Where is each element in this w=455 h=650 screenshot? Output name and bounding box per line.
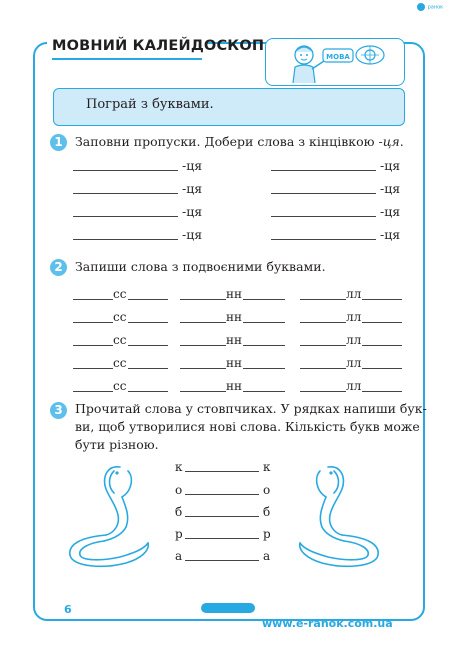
fill-in-blank[interactable]	[73, 345, 113, 346]
fill-in-blank[interactable]	[180, 299, 226, 300]
fill-in-blank[interactable]	[180, 345, 226, 346]
suffix-label: -ця	[380, 158, 401, 173]
column-letter-right: а	[263, 549, 271, 563]
publisher-url: www.e-ranok.com.ua	[262, 617, 393, 630]
suffix-label: -ця	[182, 204, 203, 219]
fill-in-blank[interactable]	[243, 345, 285, 346]
boy-with-sign-icon	[266, 39, 404, 85]
fill-in-blank[interactable]	[180, 322, 226, 323]
fill-in-blank[interactable]	[362, 299, 402, 300]
task-2-instruction: Запиши слова з подвоєними буквами.	[75, 259, 326, 274]
double-letters: сс	[113, 287, 127, 301]
double-letters: нн	[226, 287, 242, 301]
fill-in-blank[interactable]	[243, 391, 285, 392]
double-letters: сс	[113, 333, 127, 347]
double-letters: лл	[346, 287, 362, 301]
task-3-line: бути різною.	[75, 437, 159, 452]
publisher-logo-text: ранок	[427, 4, 444, 11]
task-3-instruction	[75, 400, 427, 454]
fill-in-blank[interactable]	[185, 560, 259, 561]
double-letters: нн	[226, 310, 242, 324]
fill-in-blank[interactable]	[185, 538, 259, 539]
double-letters: лл	[346, 356, 362, 370]
column-letter-left: р	[175, 527, 183, 541]
fill-in-blank[interactable]	[300, 322, 346, 323]
column-letter-left: б	[175, 505, 183, 519]
double-letters: лл	[346, 310, 362, 324]
column-letter-left: о	[175, 483, 183, 497]
double-letters: нн	[226, 333, 242, 347]
fill-in-blank[interactable]	[180, 368, 226, 369]
suffix-label: -ця	[380, 204, 401, 219]
double-letters: сс	[113, 356, 127, 370]
page-number: 6	[64, 603, 72, 616]
section-title: МОВНИЙ КАЛЕЙДОСКОП	[52, 38, 265, 54]
double-letters: лл	[346, 333, 362, 347]
cobra-left-icon	[64, 463, 156, 575]
fill-in-blank[interactable]	[128, 368, 168, 369]
double-letters: сс	[113, 310, 127, 324]
double-letters: нн	[226, 379, 242, 393]
fill-in-blank[interactable]	[243, 299, 285, 300]
fill-in-blank[interactable]	[73, 322, 113, 323]
fill-in-blank[interactable]	[73, 368, 113, 369]
footer-ornament	[201, 603, 255, 613]
cobra-right-icon	[292, 463, 384, 575]
fill-in-blank[interactable]	[300, 391, 346, 392]
fill-in-blank[interactable]	[73, 170, 178, 171]
fill-in-blank[interactable]	[300, 345, 346, 346]
fill-in-blank[interactable]	[362, 368, 402, 369]
task-1-ending: -ця	[378, 134, 400, 149]
publisher-logo	[416, 2, 443, 12]
column-letter-right: о	[263, 483, 271, 497]
fill-in-blank[interactable]	[73, 239, 178, 240]
task-3-line: Прочитай слова у стовпчиках. У рядках напиши бук-	[75, 401, 427, 416]
fill-in-blank[interactable]	[128, 345, 168, 346]
task-number-1: 1	[50, 134, 67, 151]
suffix-label: -ця	[182, 227, 203, 242]
fill-in-blank[interactable]	[73, 391, 113, 392]
title-underline	[52, 58, 202, 60]
fill-in-blank[interactable]	[271, 170, 376, 171]
fill-in-blank[interactable]	[271, 239, 376, 240]
fill-in-blank[interactable]	[73, 193, 178, 194]
suffix-label: -ця	[182, 158, 203, 173]
fill-in-blank[interactable]	[128, 299, 168, 300]
column-letter-right: р	[263, 527, 271, 541]
intro-text: Пограй з буквами.	[86, 97, 214, 112]
suffix-label: -ця	[380, 181, 401, 196]
logo-badge-text: МОВА	[326, 53, 350, 61]
fill-in-blank[interactable]	[300, 299, 346, 300]
fill-in-blank[interactable]	[362, 345, 402, 346]
fill-in-blank[interactable]	[243, 322, 285, 323]
fill-in-blank[interactable]	[185, 471, 259, 472]
double-letters: нн	[226, 356, 242, 370]
task-1-text: Заповни пропуски. Добери слова з кінцівкою	[75, 134, 379, 149]
task-number-2: 2	[50, 259, 67, 276]
fill-in-blank[interactable]	[271, 193, 376, 194]
header-illustration	[265, 38, 405, 86]
fill-in-blank[interactable]	[185, 494, 259, 495]
task-3-line: ви, щоб утворилися нові слова. Кількість букв може	[75, 419, 420, 434]
fill-in-blank[interactable]	[362, 322, 402, 323]
task-1-instruction	[75, 133, 404, 151]
fill-in-blank[interactable]	[128, 391, 168, 392]
fill-in-blank[interactable]	[243, 368, 285, 369]
fill-in-blank[interactable]	[185, 516, 259, 517]
fill-in-blank[interactable]	[73, 299, 113, 300]
fill-in-blank[interactable]	[73, 216, 178, 217]
fill-in-blank[interactable]	[300, 368, 346, 369]
task-1-text-end: .	[399, 134, 404, 149]
column-letter-left: к	[175, 460, 183, 474]
fill-in-blank[interactable]	[128, 322, 168, 323]
column-letter-right: б	[263, 505, 271, 519]
suffix-label: -ця	[182, 181, 203, 196]
fill-in-blank[interactable]	[271, 216, 376, 217]
column-letter-right: к	[263, 460, 271, 474]
double-letters: сс	[113, 379, 127, 393]
double-letters: лл	[346, 379, 362, 393]
fill-in-blank[interactable]	[180, 391, 226, 392]
suffix-label: -ця	[380, 227, 401, 242]
column-letter-left: а	[175, 549, 183, 563]
fill-in-blank[interactable]	[362, 391, 402, 392]
task-number-3: 3	[50, 402, 67, 419]
